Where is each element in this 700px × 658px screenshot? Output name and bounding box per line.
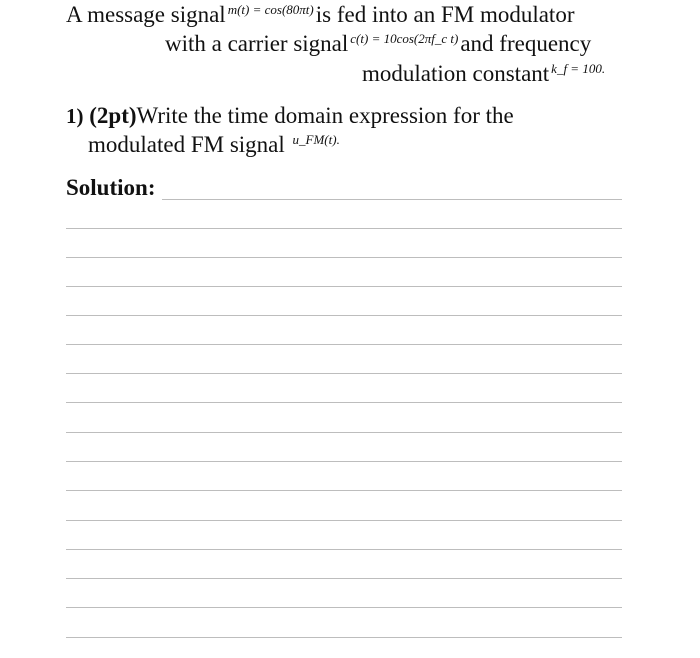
problem-text: and frequency [460,31,592,56]
answer-line [66,432,622,433]
answer-line [66,257,622,258]
question-points: (2pt) [89,103,137,128]
modulation-constant-formula: k_f = 100. [551,61,606,76]
message-signal-formula: m(t) = cos(80πt) [227,2,314,17]
problem-text: is fed into an FM modulator [315,2,575,27]
question-line-1 [66,103,514,129]
answer-line [66,578,622,579]
answer-line [66,315,622,316]
question-number: 1) [66,104,84,128]
problem-line-2 [165,31,591,60]
problem-line-3 [362,61,607,90]
answer-line [66,637,622,638]
question-text: Write the time domain expression for the [136,103,514,128]
answer-line [66,344,622,345]
answer-line [66,461,622,462]
answer-line [66,286,622,287]
problem-line-1 [66,2,574,31]
answer-line [66,402,622,403]
answer-line [162,199,622,200]
question-text: modulated FM signal [88,132,285,157]
solution-label: Solution: [66,175,156,200]
question-line-2 [88,132,342,161]
answer-line [66,228,622,229]
problem-text: A message signal [66,2,226,27]
problem-text: with a carrier signal [165,31,349,56]
problem-text: modulation constant [362,61,550,86]
carrier-signal-formula: c(t) = 10cos(2πf_c t) [350,31,459,46]
answer-line [66,607,622,608]
answer-line [66,373,622,374]
answer-line [66,549,622,550]
answer-line [66,490,622,491]
fm-signal-formula: u_FM(t). [292,132,340,147]
answer-line [66,520,622,521]
